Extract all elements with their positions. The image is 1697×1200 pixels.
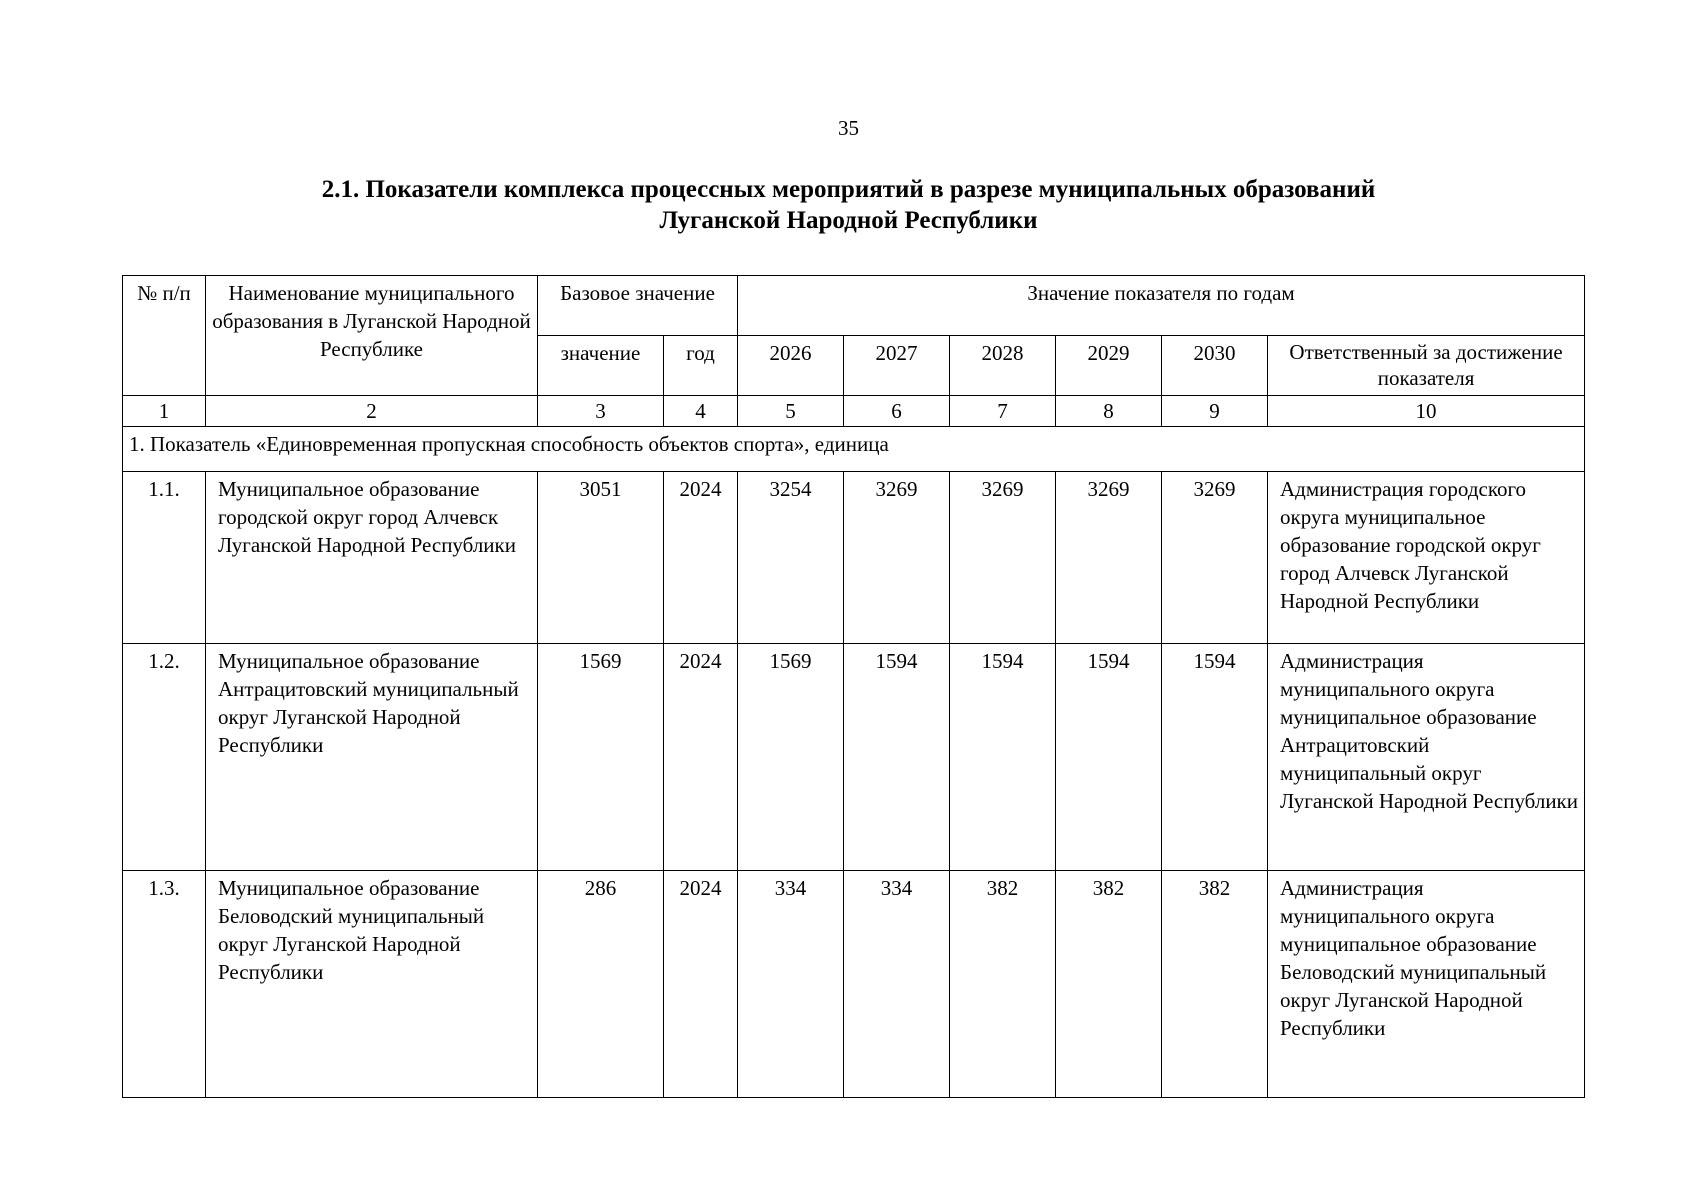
row-value-2030: 3269	[1162, 472, 1268, 644]
header-year-2026: 2026	[738, 336, 844, 396]
row-name: Муниципальное образование Беловодский муниципальный округ Луганской Народной Республики	[206, 871, 538, 1098]
page-number: 35	[838, 116, 859, 140]
row-value-2026: 3254	[738, 472, 844, 644]
row-responsible: Администрация муниципального округа муниципальное образование Антрацитовский муниципальный округ Луганской Народной Республики	[1268, 644, 1585, 871]
row-value-2028: 3269	[950, 472, 1056, 644]
column-number: 1	[123, 396, 206, 427]
header-row-1	[123, 276, 1585, 336]
row-value-2029: 1594	[1056, 644, 1162, 871]
header-responsible: Ответственный за достижение показателя	[1268, 336, 1585, 396]
row-base-year: 2024	[664, 871, 738, 1098]
row-base-value: 3051	[538, 472, 664, 644]
header-base: Базовое значение	[538, 276, 738, 336]
row-value-2027: 1594	[844, 644, 950, 871]
table-row	[123, 644, 1585, 871]
page-title	[0, 174, 1697, 236]
row-value-2026: 1569	[738, 644, 844, 871]
header-year-2030: 2030	[1162, 336, 1268, 396]
table-row	[123, 871, 1585, 1098]
row-name: Муниципальное образование Антрацитовский муниципальный округ Луганской Народной Республики	[206, 644, 538, 871]
header-base-value: значение	[538, 336, 664, 396]
row-value-2026: 334	[738, 871, 844, 1098]
row-value-2027: 334	[844, 871, 950, 1098]
row-value-2029: 3269	[1056, 472, 1162, 644]
row-num: 1.1.	[123, 472, 206, 644]
row-base-value: 1569	[538, 644, 664, 871]
row-value-2027: 3269	[844, 472, 950, 644]
row-num: 1.2.	[123, 644, 206, 871]
column-number: 7	[950, 396, 1056, 427]
header-num: № п/п	[123, 276, 206, 396]
row-num: 1.3.	[123, 871, 206, 1098]
column-numbers-row	[123, 396, 1585, 427]
column-number: 3	[538, 396, 664, 427]
column-number: 10	[1268, 396, 1585, 427]
header-year-2029: 2029	[1056, 336, 1162, 396]
column-number: 4	[664, 396, 738, 427]
section-row	[123, 427, 1585, 472]
section-heading: 1. Показатель «Единовременная пропускная способность объектов спорта», единица	[123, 427, 1585, 472]
row-value-2029: 382	[1056, 871, 1162, 1098]
table-row	[123, 472, 1585, 644]
column-number: 9	[1162, 396, 1268, 427]
header-name: Наименование муниципального образования в Луганской Народной Республике	[206, 276, 538, 396]
title-line-2: Луганской Народной Республики	[659, 207, 1038, 234]
title-line-1: 2.1. Показатели комплекса процессных мероприятий в разрезе муниципальных образований	[321, 176, 1376, 203]
row-value-2030: 1594	[1162, 644, 1268, 871]
column-number: 2	[206, 396, 538, 427]
row-value-2030: 382	[1162, 871, 1268, 1098]
row-value-2028: 382	[950, 871, 1056, 1098]
row-base-value: 286	[538, 871, 664, 1098]
indicators-table	[122, 275, 1585, 1098]
column-number: 8	[1056, 396, 1162, 427]
row-value-2028: 1594	[950, 644, 1056, 871]
row-base-year: 2024	[664, 472, 738, 644]
column-number: 6	[844, 396, 950, 427]
header-year-2027: 2027	[844, 336, 950, 396]
column-number: 5	[738, 396, 844, 427]
header-year-2028: 2028	[950, 336, 1056, 396]
row-responsible: Администрация муниципального округа муниципальное образование Беловодский муниципальный округ Луганской Народной Республики	[1268, 871, 1585, 1098]
row-base-year: 2024	[664, 644, 738, 871]
header-base-year: год	[664, 336, 738, 396]
row-responsible: Администрация городского округа муниципальное образование городской округ город Алчевск Луганской Народной Республики	[1268, 472, 1585, 644]
header-by-years: Значение показателя по годам	[738, 276, 1585, 336]
row-name: Муниципальное образование городской округ город Алчевск Луганской Народной Республики	[206, 472, 538, 644]
